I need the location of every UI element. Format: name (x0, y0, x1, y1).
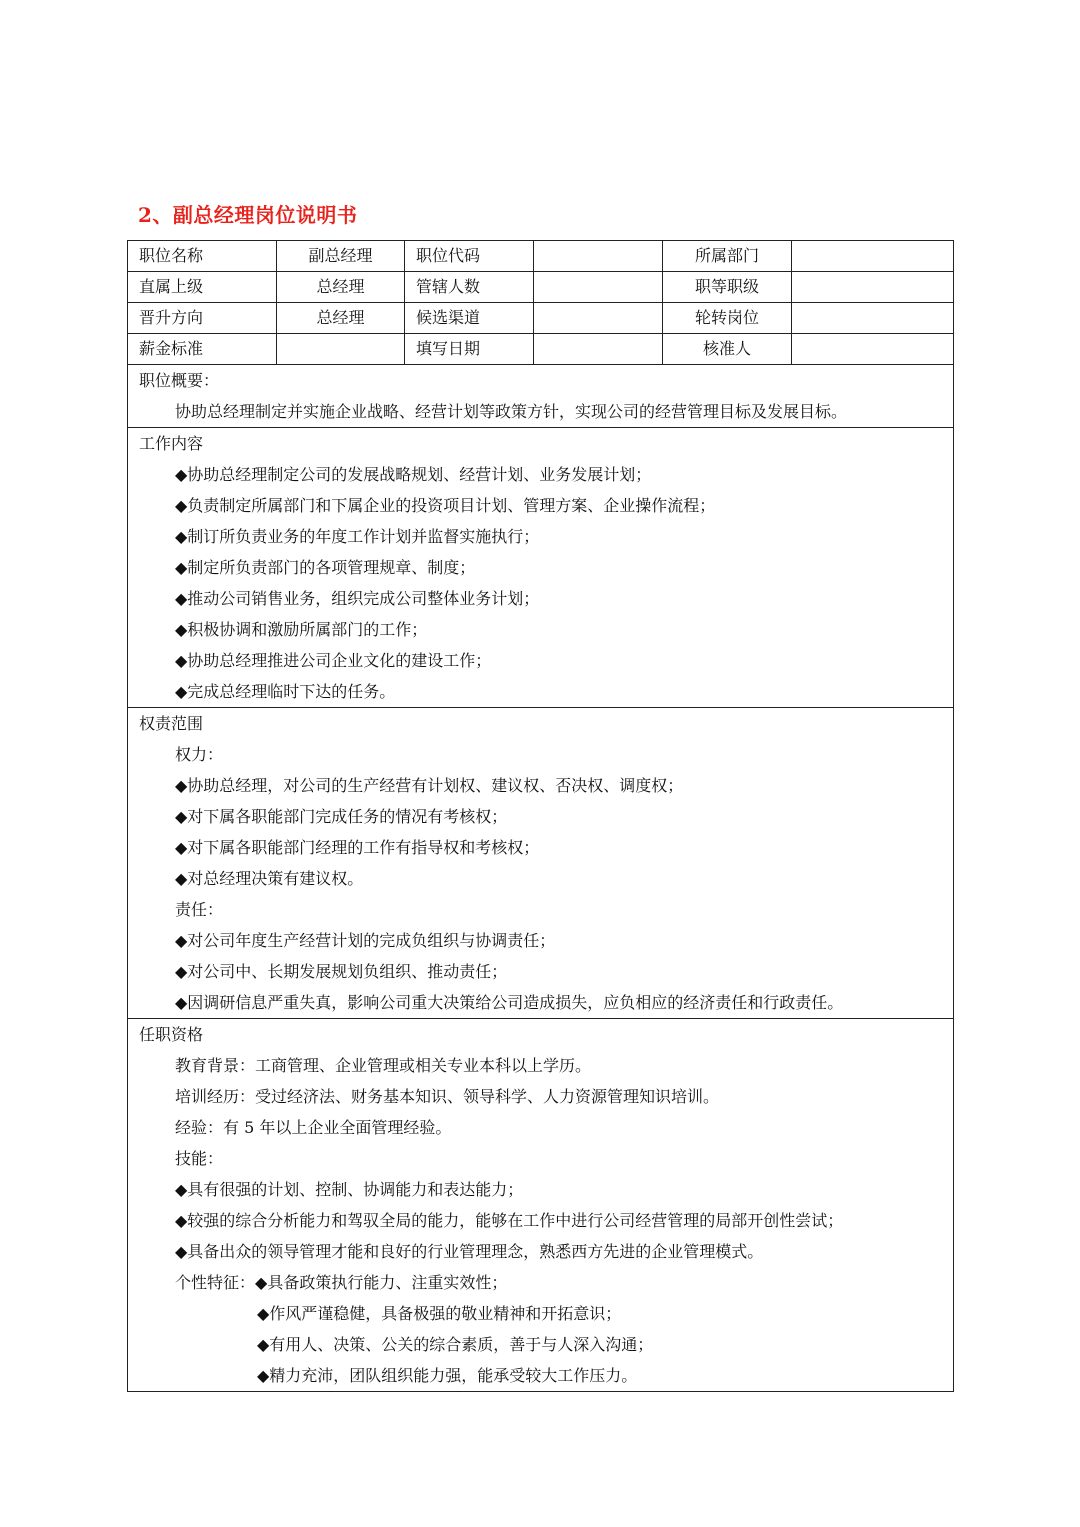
responsibility-item: ◆对公司年度生产经营计划的完成负组织与协调责任； (175, 931, 556, 950)
label-cell: 填写日期 (405, 334, 534, 365)
job-description-table (127, 240, 954, 1392)
qualifications-section (128, 1019, 954, 1392)
label-cell: 职位代码 (405, 241, 534, 272)
duties-heading: 工作内容 (139, 434, 204, 453)
value-cell: 副总经理 (277, 241, 405, 272)
value-cell (792, 241, 954, 272)
value-cell: 总经理 (277, 303, 405, 334)
value-cell (534, 303, 663, 334)
value-cell (534, 334, 663, 365)
duties-section (128, 428, 954, 708)
label-cell: 轮转岗位 (663, 303, 792, 334)
info-row (128, 334, 954, 365)
traits-first-line (139, 1267, 953, 1298)
label-cell: 直属上级 (128, 272, 277, 303)
duty-item: ◆制定所负责部门的各项管理规章、制度； (175, 558, 476, 577)
duty-item: ◆推动公司销售业务，组织完成公司整体业务计划； (175, 589, 540, 608)
value-cell (277, 334, 405, 365)
traits-label: 个性特征： (175, 1273, 256, 1292)
summary-cell (128, 365, 954, 428)
responsibility-item: ◆因调研信息严重失真，影响公司重大决策给公司造成损失，应负相应的经济责任和行政责任。 (175, 993, 844, 1012)
duties-cell (128, 428, 954, 708)
value-cell (534, 241, 663, 272)
trait-item: ◆精力充沛，团队组织能力强，能承受较大工作压力。 (257, 1366, 638, 1385)
trait-item: ◆作风严谨稳健，具备极强的敬业精神和开拓意识； (257, 1304, 622, 1323)
responsibility-heading: 责任： (175, 900, 224, 919)
skill-item: ◆具有很强的计划、控制、协调能力和表达能力； (175, 1180, 524, 1199)
summary-text: 协助总经理制定并实施企业战略、经营计划等政策方针，实现公司的经营管理目标及发展目标。 (175, 402, 848, 421)
power-item: ◆对下属各职能部门经理的工作有指导权和考核权； (175, 838, 540, 857)
power-item: ◆协助总经理，对公司的生产经营有计划权、建议权、否决权、调度权； (175, 776, 684, 795)
trait-item: ◆具备政策执行能力、注重实效性； (255, 1273, 508, 1292)
skills-heading: 技能： (175, 1149, 224, 1168)
info-row (128, 272, 954, 303)
value-cell: 总经理 (277, 272, 405, 303)
skill-item: ◆较强的综合分析能力和驾驭全局的能力，能够在工作中进行公司经营管理的局部开创性尝试； (175, 1211, 844, 1230)
info-row (128, 241, 954, 272)
qualifications-cell (128, 1019, 954, 1392)
experience-line: 经验：有 5 年以上企业全面管理经验。 (175, 1118, 452, 1137)
label-cell: 职等职级 (663, 272, 792, 303)
value-cell (792, 303, 954, 334)
skill-item: ◆具备出众的领导管理才能和良好的行业管理理念，熟悉西方先进的企业管理模式。 (175, 1242, 764, 1261)
trait-item: ◆有用人、决策、公关的综合素质，善于与人深入沟通； (257, 1335, 654, 1354)
duty-item: ◆积极协调和激励所属部门的工作； (175, 620, 428, 639)
summary-heading: 职位概要： (139, 371, 220, 390)
label-cell: 薪金标准 (128, 334, 277, 365)
summary-section (128, 365, 954, 428)
power-heading: 权力： (175, 745, 224, 764)
duty-item: ◆负责制定所属部门和下属企业的投资项目计划、管理方案、企业操作流程； (175, 496, 716, 515)
label-cell: 晋升方向 (128, 303, 277, 334)
label-cell: 核准人 (663, 334, 792, 365)
power-item: ◆对下属各职能部门完成任务的情况有考核权； (175, 807, 508, 826)
training-line: 培训经历：受过经济法、财务基本知识、领导科学、人力资源管理知识培训。 (175, 1087, 720, 1106)
label-cell: 管辖人数 (405, 272, 534, 303)
duty-item: ◆完成总经理临时下达的任务。 (175, 682, 396, 701)
value-cell (534, 272, 663, 303)
qualifications-heading: 任职资格 (139, 1025, 204, 1044)
scope-cell (128, 708, 954, 1019)
label-cell: 所属部门 (663, 241, 792, 272)
label-cell: 候选渠道 (405, 303, 534, 334)
responsibility-item: ◆对公司中、长期发展规划负组织、推动责任； (175, 962, 508, 981)
duty-item: ◆协助总经理推进公司企业文化的建设工作； (175, 651, 492, 670)
document-title: 2、副总经理岗位说明书 (138, 203, 358, 227)
label-cell: 职位名称 (128, 241, 277, 272)
duty-item: ◆制订所负责业务的年度工作计划并监督实施执行； (175, 527, 540, 546)
scope-section (128, 708, 954, 1019)
power-item: ◆对总经理决策有建议权。 (175, 869, 364, 888)
info-row (128, 303, 954, 334)
education-line: 教育背景：工商管理、企业管理或相关专业本科以上学历。 (175, 1056, 592, 1075)
value-cell (792, 334, 954, 365)
duty-item: ◆协助总经理制定公司的发展战略规划、经营计划、业务发展计划； (175, 465, 652, 484)
value-cell (792, 272, 954, 303)
scope-heading: 权责范围 (139, 714, 204, 733)
